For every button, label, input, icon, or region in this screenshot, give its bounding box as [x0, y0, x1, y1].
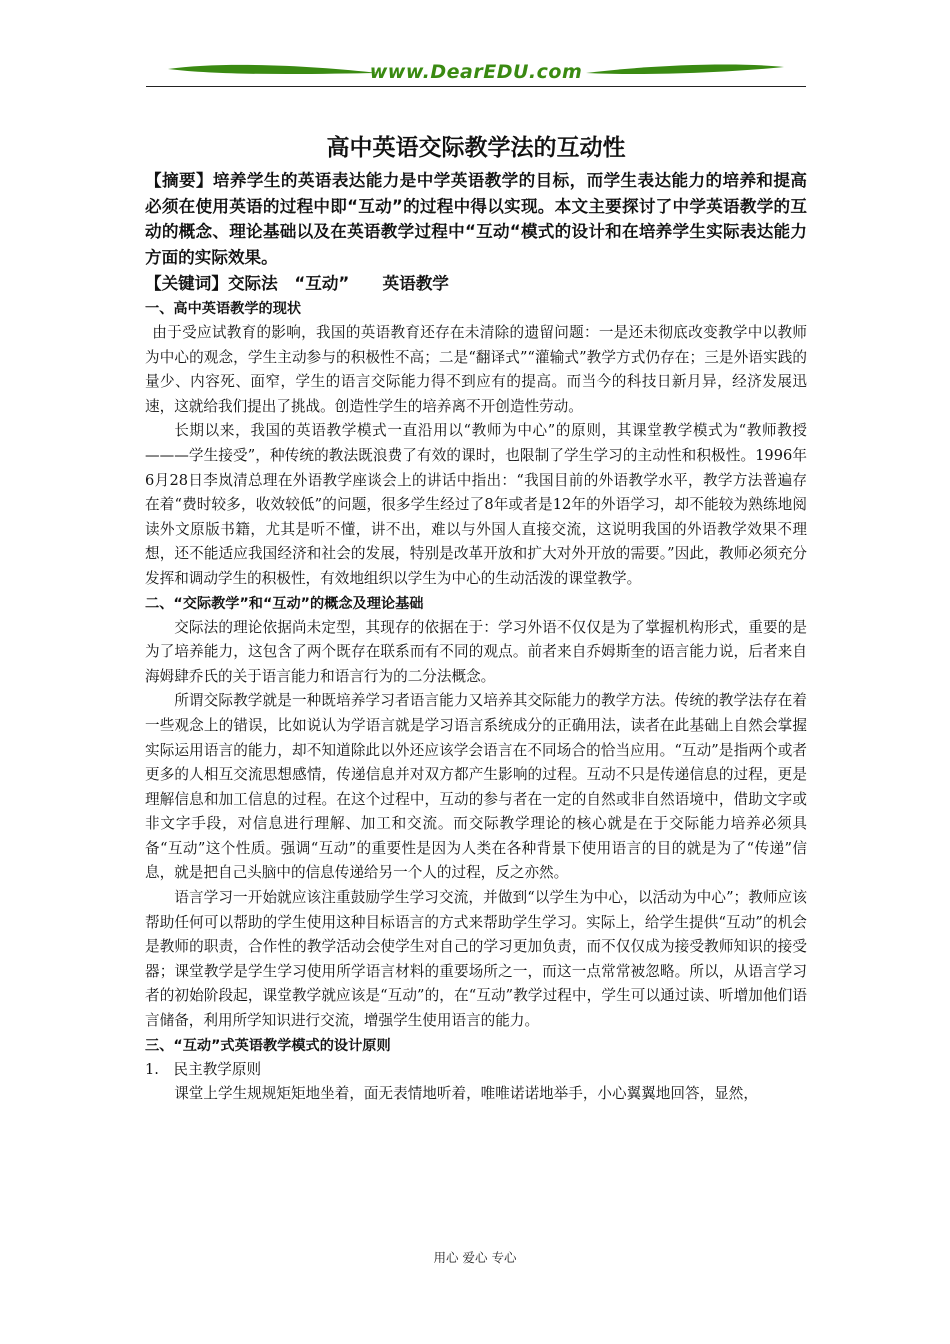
- paragraph: 由于受应试教育的影响，我国的英语教育还存在未清除的遗留问题：一是还未彻底改变教学中以教师为中心的观念，学生主动参与的积极性不高；二是“翻译式”“灌输式”教学方式仍存在；三是外语实践的量少、内容死、面窄，学生的语言交际能力得不到应有的提高。而当今的科技日新月异，经济发展迅速，这就给我们提出了挑战。创造性学生的培养离不开创造性劳动。: [145, 324, 807, 415]
- keywords: 【关键词】交际法 “互动” 英语教学: [145, 274, 449, 293]
- paragraph: 语言学习一开始就应该注重鼓励学生学习交流，并做到“以学生为中心，以活动为中心”；教师应该帮助任何可以帮助的学生使用这种目标语言的方式来帮助学生学习。实际上，给学生提供“互动”的机会是教师的职责，合作性的教学活动会使学生对自己的学习更加负责，而不仅仅成为接受教师知识的接受器；课堂教学是学生学习使用所学语言材料的重要场所之一，而这一点常常被忽略。所以，从语言学习者的初始阶段起，课堂教学就应该是“互动”的，在“互动”教学过程中，学生可以通过读、听增加他们语言储备，利用所学知识进行交流，增强学生使用语言的能力。: [145, 889, 807, 1030]
- paragraph: 长期以来，我国的英语教学模式一直沿用以“教师为中心”的原则，其课堂教学模式为“教师教授———学生接受”，种传统的教法既浪费了有效的课时，也限制了学生学习的主动性和积极性。1996年6月28日李岚清总理在外语教学座谈会上的讲话中指出：“我国目前的外语教学水平，教学方法普遍存在着“费时较多，收效较低”的问题，很多学生经过了8年或者是12年的外语学习，却不能较为熟练地阅读外文原版书籍，尤其是听不懂，讲不出，难以与外国人直接交流，这说明我国的外语教学效果不理想，还不能适应我国经济和社会的发展，特别是改革开放和扩大对外开放的需要。”因此，教师必须充分发挥和调动学生的积极性，有效地组织以学生为中心的生动活泼的课堂教学。: [145, 422, 807, 587]
- section-heading-1: 一、高中英语教学的现状: [145, 301, 302, 317]
- site-logo[interactable]: www.DearEDU.com: [369, 61, 583, 83]
- document-title: 高中英语交际教学法的互动性: [326, 135, 626, 161]
- list-item: 1. 民主教学原则: [145, 1060, 262, 1078]
- section-heading-2: 二、“交际教学”和“互动”的概念及理论基础: [145, 595, 424, 612]
- abstract: 【摘要】培养学生的英语表达能力是中学英语教学的目标，而学生表达能力的培养和提高必须在使用英语的过程中即“互动”的过程中得以实现。本文主要探讨了中学英语教学的互动的概念、理论基础以及在英语教学过程中“互动“模式的设计和在培养学生实际表达能力方面的实际效果。: [145, 171, 807, 267]
- paragraph: 交际法的理论依据尚未定型，其现存的依据在于：学习外语不仅仅是为了掌握机构形式，重要的是为了培养能力，这包含了两个既存在联系而有不同的观点。前者来自乔姆斯奎的语言能力说，后者来自海姆肆乔氏的关于语言能力和语言行为的二分法概念。: [145, 618, 807, 685]
- paragraph: 课堂上学生规规矩矩地坐着，面无表情地听着，唯唯诺诺地举手，小心翼翼地回答，显然，: [174, 1085, 758, 1103]
- section-heading-3: 三、“互动”式英语教学模式的设计原则: [145, 1037, 391, 1054]
- header-divider: [146, 86, 806, 87]
- paragraph: 所谓交际教学就是一种既培养学习者语言能力又培养其交际能力的教学方法。传统的教学法存在着一些观念上的错误，比如说认为学语言就是学习语言系统成分的正确用法，读者在此基础上自然会掌握实际运用语言的能力，却不知道除此以外还应该学会语言在不同场合的恰当应用。“互动”是指两个或者更多的人相互交流思想感情，传递信息并对双方都产生影响的过程。互动不只是传递信息的过程，更是理解信息和加工信息的过程。在这个过程中，互动的参与者在一定的自然或非自然语境中，借助文字或非文字手段，对信息进行理解、加工和交流。而交际教学理论的核心就是在于交际能力培养必须具备“互动”这个性质。强调“互动”的重要性是因为人类在各种背景下使用语言的目的就是为了“传递”信息，就是把自己头脑中的信息传递给另一个人的过程，反之亦然。: [145, 692, 807, 882]
- page-footer: 用心 爱心 专心: [433, 1250, 517, 1265]
- document-body: [145, 128, 807, 1107]
